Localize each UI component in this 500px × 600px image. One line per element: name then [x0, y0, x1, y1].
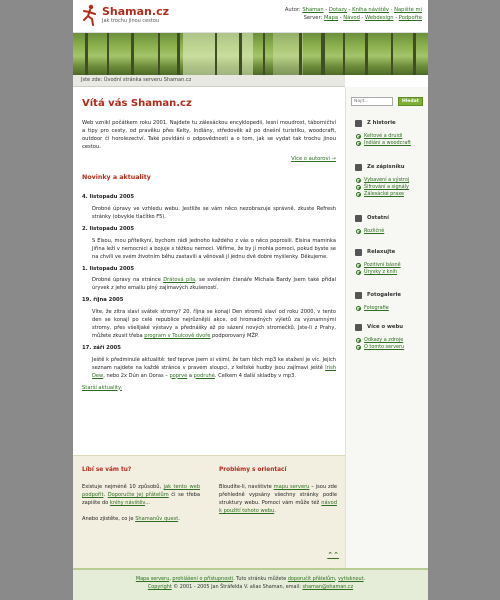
sidebar-link[interactable]: Zálesácké praxe — [364, 190, 405, 197]
section-title: Relaxujte — [367, 249, 396, 255]
news-text-part: Drobné úpravy na stránce — [92, 277, 164, 284]
sidebar-item[interactable] — [356, 191, 425, 198]
copyright-text: © 2001 - 2005 Jan Štráfelda V. alias Shaman, email: — [171, 584, 303, 590]
footer-sitemap-link[interactable]: Mapa serveru — [135, 576, 170, 582]
section-title: Ze zápisníku — [367, 164, 405, 170]
news-text-part: , nebo 2x Dún an Ooras – — [103, 372, 170, 379]
footer-text: . Tuto stránku můžete — [233, 576, 288, 582]
footer-accessibility-link[interactable]: prohlášení o přístupnosti — [172, 576, 234, 582]
orientation-box-text — [219, 483, 337, 515]
section-title: Z historie — [367, 120, 396, 126]
orientation-box-title: Problémy s orientací — [219, 467, 287, 473]
first-time-link[interactable]: poprvé — [169, 372, 188, 379]
logo-subtitle: Jak trochu jinou cestou — [102, 18, 160, 24]
sitemap-link[interactable]: mapu serveru — [273, 484, 310, 491]
text-part: ... — [145, 500, 150, 507]
sidebar-item[interactable] — [356, 269, 425, 276]
notebook-icon — [355, 164, 362, 171]
guestbook-link[interactable]: knihy návštěv — [109, 500, 146, 507]
sidebar-link[interactable]: Šifrování a signály — [364, 183, 409, 190]
shaman-quest-link[interactable]: Shamanův quest — [135, 516, 179, 523]
server-link-webdesign[interactable]: Webdesign — [365, 15, 394, 21]
news-date: 1. listopadu 2005 — [82, 265, 135, 272]
author-link-contact[interactable]: Napište mi — [394, 7, 422, 13]
page — [73, 0, 428, 600]
news-text: Drobné úpravy ve vzhledu webu. Jestliže se vám něco nezobrazuje správně, zkuste Refresh stránky (obvykle tlačítko F5). — [92, 205, 336, 220]
sidebar-item[interactable] — [356, 228, 425, 235]
sidebar-section-gallery — [355, 292, 425, 312]
bullet-arrow-icon — [356, 263, 361, 268]
author-link-guestbook[interactable]: Kniha návštěv — [352, 7, 389, 13]
bullet-arrow-icon — [356, 185, 361, 190]
relax-icon — [355, 249, 362, 256]
breadcrumb-label: Jste zde: — [81, 77, 103, 83]
search-button[interactable]: Hledat — [398, 97, 423, 106]
orientation-box — [219, 466, 337, 515]
author-label: Autor: — [284, 7, 301, 13]
footer-line-1: Mapa serveru, prohlášení o přístupnosti. Tuto stránku můžete doporučit přátelům, vytisknout. — [135, 576, 366, 582]
text-part: – jsou zde přehledně vypsány všechny stránky podle struktury webu. Pomoci vám může též — [219, 484, 337, 507]
quest-text — [82, 515, 200, 523]
bullet-arrow-icon — [356, 270, 361, 275]
sidebar-section-about — [355, 324, 425, 351]
sidebar-link[interactable]: Fotografie — [364, 304, 389, 311]
news-text: S Elsou, mou přítelkyní, bychom rádi jednoho každého z vás o něco poprosili. Elsina maminka Jiřina leží v nemocnici a bojuje s těžkou nemocí. Věříme, že by jí mohla pomoci, pokud byste se na chvíli ve svém životním běhu zastavili a věnovali jí jednu dvě dobré myšlenky. Děkujeme. — [92, 237, 336, 260]
sidebar-item[interactable] — [356, 140, 425, 147]
footer-recommend-link[interactable]: doporučit přátelům — [287, 576, 335, 582]
server-link-map[interactable]: Mapa — [323, 15, 339, 21]
sidebar-link[interactable]: Keltové a druidi — [364, 132, 403, 139]
copyright-link[interactable]: Copyright — [147, 584, 172, 590]
text-part: . — [274, 508, 276, 515]
breadcrumb-current: Úvodní stránka serveru Shaman.cz — [103, 77, 192, 83]
server-link-support[interactable]: Podpořte — [398, 15, 422, 21]
news-date: 4. listopadu 2005 — [82, 194, 135, 201]
author-link-shaman[interactable]: Shaman — [302, 7, 324, 13]
runner-logo-icon — [81, 4, 99, 26]
sidebar-item[interactable] — [356, 344, 425, 351]
sidebar-item[interactable] — [356, 337, 425, 344]
news-text-part: . Celkem 4 další skladby v mp3. — [214, 372, 296, 379]
text-part: Anebo zjistěte, co je — [82, 516, 136, 523]
section-title: Ostatní — [367, 215, 389, 221]
footer-print-link[interactable]: vytisknout — [338, 576, 364, 582]
info-boxes — [73, 455, 345, 568]
forest-banner-image — [73, 33, 428, 75]
news-text-part: Víte, že zítra slaví svátek stromy? 20. října se konají Den stromů slaví od roku 2000, v tento den se konají po celé republice nejrůznější akce, od hromadných výletů za významnými stromy, přes všelijaké výstavy a přednášky až po sázení nových stromečků. Jste-li z Prahy, můžete zkusit třeba — [92, 308, 336, 339]
news-text — [92, 308, 336, 340]
breadcrumb — [73, 75, 345, 87]
toulcuv-dvur-link[interactable]: program v Toulcově dvoře — [144, 332, 211, 339]
header — [73, 0, 428, 33]
sidebar-section-notebook — [355, 164, 425, 198]
bullet-arrow-icon — [356, 306, 361, 311]
news-date: 17. září 2005 — [82, 344, 121, 351]
bullet-arrow-icon — [356, 338, 361, 343]
sidebar-section-other — [355, 215, 425, 235]
sidebar-section-relax — [355, 249, 425, 276]
text-part: Bloudíte-li, navštivte — [219, 484, 274, 491]
footer — [73, 568, 428, 600]
section-title: Fotogalerie — [367, 292, 402, 298]
info-icon — [355, 324, 362, 331]
bullet-arrow-icon — [356, 345, 361, 350]
support-web-link[interactable]: jak tento web podpořit — [82, 484, 200, 499]
site-logo[interactable] — [81, 4, 169, 26]
irish-dew-link[interactable]: Irish Dew — [92, 364, 336, 379]
sidebar-link[interactable]: Indiáni a woodcraft — [364, 139, 411, 146]
support-box — [82, 466, 200, 523]
news-text — [92, 356, 336, 380]
back-to-top-icon[interactable]: ⌃⌃ — [327, 551, 339, 559]
email-link[interactable]: shaman@shaman.cz — [302, 584, 354, 590]
sidebar-link[interactable]: Odkazy a zdroje — [364, 336, 404, 343]
sidebar-link[interactable]: Úryvky z knih — [364, 268, 397, 275]
news-text-part: Ještě k předminulé aktualitě: teď teprve jsem si všiml, že tam těch mp3 ke stažení je víc. Jejich seznam najdete na každé stránce v pravém sloupci, z keltské hudby jsou zajímaví ještě — [92, 356, 336, 371]
history-icon — [355, 120, 362, 127]
bullet-arrow-icon — [356, 141, 361, 146]
sidebar-item[interactable] — [356, 305, 425, 312]
author-links-row: Autor: Shaman - Dotazy - Kniha návštěv - Napište mi — [284, 7, 422, 13]
sidebar-link[interactable]: Vybavení a výstroj — [364, 176, 410, 183]
section-title: Více o webu — [367, 324, 404, 330]
about-author-link[interactable]: Více o autorovi → — [291, 155, 336, 162]
camera-icon — [355, 292, 362, 299]
bullet-arrow-icon — [356, 192, 361, 197]
support-box-title: Líbí se vám tu? — [82, 467, 132, 473]
server-label: Server: — [303, 15, 323, 21]
usage-guide-link[interactable]: návod k použití tohoto webu — [219, 500, 337, 515]
support-box-text — [82, 483, 200, 507]
server-link-guide[interactable]: Návod — [343, 15, 360, 21]
list-icon — [355, 215, 362, 222]
text-part: . — [103, 492, 108, 499]
news-text-part: podporovaný MŽP. — [210, 332, 259, 339]
search-input[interactable] — [351, 97, 393, 106]
sidebar-section-history — [355, 120, 425, 147]
sidebar-item[interactable] — [356, 184, 425, 191]
main-content — [73, 87, 345, 392]
news-text-part: a — [187, 372, 194, 379]
second-time-link[interactable]: podruhé — [193, 372, 215, 379]
sidebar-link[interactable]: Pozitivní básně — [364, 261, 401, 268]
news-text-part: , se svolením čtenáře Michala Bardy jsem také přidal úryvek z jeho emailu plný zajímavých zkušeností. — [92, 277, 336, 292]
server-links-row: Server: Mapa - Návod - Webdesign - Podpořte — [303, 15, 422, 21]
news-heading: Novinky a aktuality — [82, 174, 151, 182]
footer-line-2 — [73, 583, 428, 591]
text-part: či se třeba zapište do — [82, 492, 200, 507]
bullet-arrow-icon — [356, 178, 361, 183]
text-part: . — [178, 516, 180, 523]
search-form — [351, 97, 423, 106]
sidebar-link[interactable]: O tomto serveru — [364, 343, 405, 350]
sidebar-item[interactable] — [356, 133, 425, 140]
recommend-friends-link[interactable]: Doporučte jej přátelům — [107, 492, 169, 499]
page-title: Vítá vás Shaman.cz — [82, 98, 192, 109]
sidebar-item[interactable] — [356, 177, 425, 184]
news-text — [92, 276, 336, 292]
header-links — [285, 6, 422, 22]
wire-saw-link[interactable]: Drátová píla — [163, 277, 196, 284]
older-news-link[interactable]: Starší aktuality. — [82, 384, 123, 391]
author-link-dotazy[interactable]: Dotazy — [328, 7, 347, 13]
news-date: 19. října 2005 — [82, 297, 124, 304]
text-part: Existuje nejméně 10 způsobů, — [82, 484, 164, 491]
sidebar-link[interactable]: Rozličné — [364, 227, 385, 234]
sidebar-item[interactable] — [356, 262, 425, 269]
intro-text: Web vznikl počátkem roku 2001. Najdete tu zálesáckou encyklopedii, lesní moudrost, táborničtví a tipy pro cesty, od pravěku přes Kelty, Indiány, středověk až po dnešní turistiku, woodcraft, outdoor či horolezectví. Také povídání o odpovědnosti a o tom, jak se vydat tak trochu jinou cestou. — [82, 119, 336, 150]
logo-title: Shaman.cz — [102, 5, 169, 18]
bullet-arrow-icon — [356, 229, 361, 234]
news-date: 2. listopadu 2005 — [82, 225, 135, 232]
bullet-arrow-icon — [356, 134, 361, 139]
